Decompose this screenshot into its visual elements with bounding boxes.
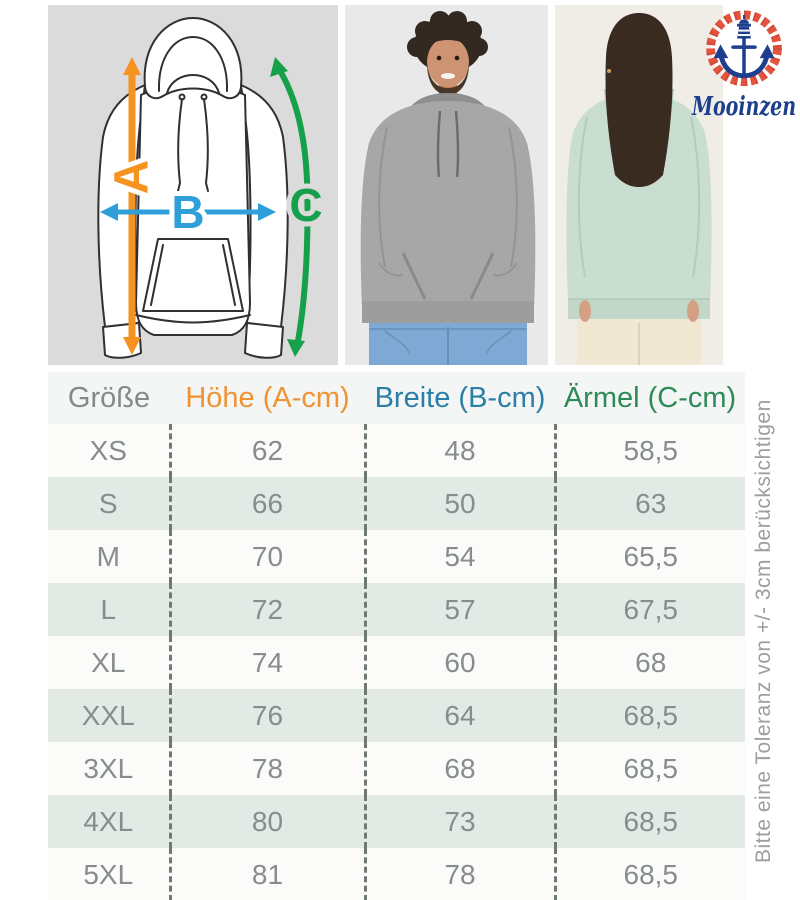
- hoehe-value: 81: [170, 848, 365, 900]
- size-label: S: [48, 477, 170, 530]
- brand-name: Mooinzen: [691, 91, 797, 123]
- breite-value: 68: [365, 742, 555, 795]
- column-header-size: Größe: [48, 372, 170, 424]
- size-row-4xl: [48, 795, 745, 848]
- hoehe-value: 76: [170, 689, 365, 742]
- column-header-hoehe: Höhe (A-cm): [170, 372, 365, 424]
- aermel-value: 68,5: [555, 848, 745, 900]
- aermel-value: 68,5: [555, 795, 745, 848]
- hoehe-value: 62: [170, 424, 365, 477]
- model-front-photo: [345, 5, 548, 365]
- size-label: XS: [48, 424, 170, 477]
- size-label: M: [48, 530, 170, 583]
- size-row-xxl: [48, 689, 745, 742]
- size-row-5xl: [48, 848, 745, 900]
- breite-value: 57: [365, 583, 555, 636]
- aermel-value: 68,5: [555, 689, 745, 742]
- man-in-gray-hoodie: [345, 5, 548, 365]
- aermel-value: 68,5: [555, 742, 745, 795]
- column-header-breite: Breite (B-cm): [365, 372, 555, 424]
- size-row-xs: [48, 424, 745, 477]
- size-label: 5XL: [48, 848, 170, 900]
- breite-value: 73: [365, 795, 555, 848]
- brand-logo: [690, 5, 798, 123]
- hoehe-value: 78: [170, 742, 365, 795]
- breite-value: 54: [365, 530, 555, 583]
- hoehe-value: 66: [170, 477, 365, 530]
- size-row-m: [48, 530, 745, 583]
- aermel-value: 65,5: [555, 530, 745, 583]
- hoehe-value: 80: [170, 795, 365, 848]
- aermel-value: 68: [555, 636, 745, 689]
- size-chart-table: [48, 372, 745, 900]
- size-label: L: [48, 583, 170, 636]
- aermel-value: 58,5: [555, 424, 745, 477]
- height-label-a: A: [105, 159, 159, 195]
- size-row-xl: [48, 636, 745, 689]
- hoehe-value: 72: [170, 583, 365, 636]
- hoehe-value: 74: [170, 636, 365, 689]
- table-header-row: [48, 372, 745, 424]
- size-label: XL: [48, 636, 170, 689]
- aermel-value: 63: [555, 477, 745, 530]
- breite-value: 50: [365, 477, 555, 530]
- size-row-l: [48, 583, 745, 636]
- size-row-3xl: [48, 742, 745, 795]
- breite-value: 48: [365, 424, 555, 477]
- width-label-b: B: [171, 186, 205, 238]
- sleeve-label-c: C: [289, 179, 323, 231]
- size-label: XXL: [48, 689, 170, 742]
- tolerance-note: Bitte eine Toleranz von +/- 3cm berücksichtigen: [752, 399, 775, 863]
- hoodie-line-art: [48, 5, 338, 365]
- aermel-value: 67,5: [555, 583, 745, 636]
- hoodie-measurement-diagram: [48, 5, 338, 365]
- breite-value: 64: [365, 689, 555, 742]
- column-header-aermel: Ärmel (C-cm): [555, 372, 745, 424]
- size-row-s: [48, 477, 745, 530]
- size-label: 4XL: [48, 795, 170, 848]
- size-label: 3XL: [48, 742, 170, 795]
- hoehe-value: 70: [170, 530, 365, 583]
- breite-value: 78: [365, 848, 555, 900]
- breite-value: 60: [365, 636, 555, 689]
